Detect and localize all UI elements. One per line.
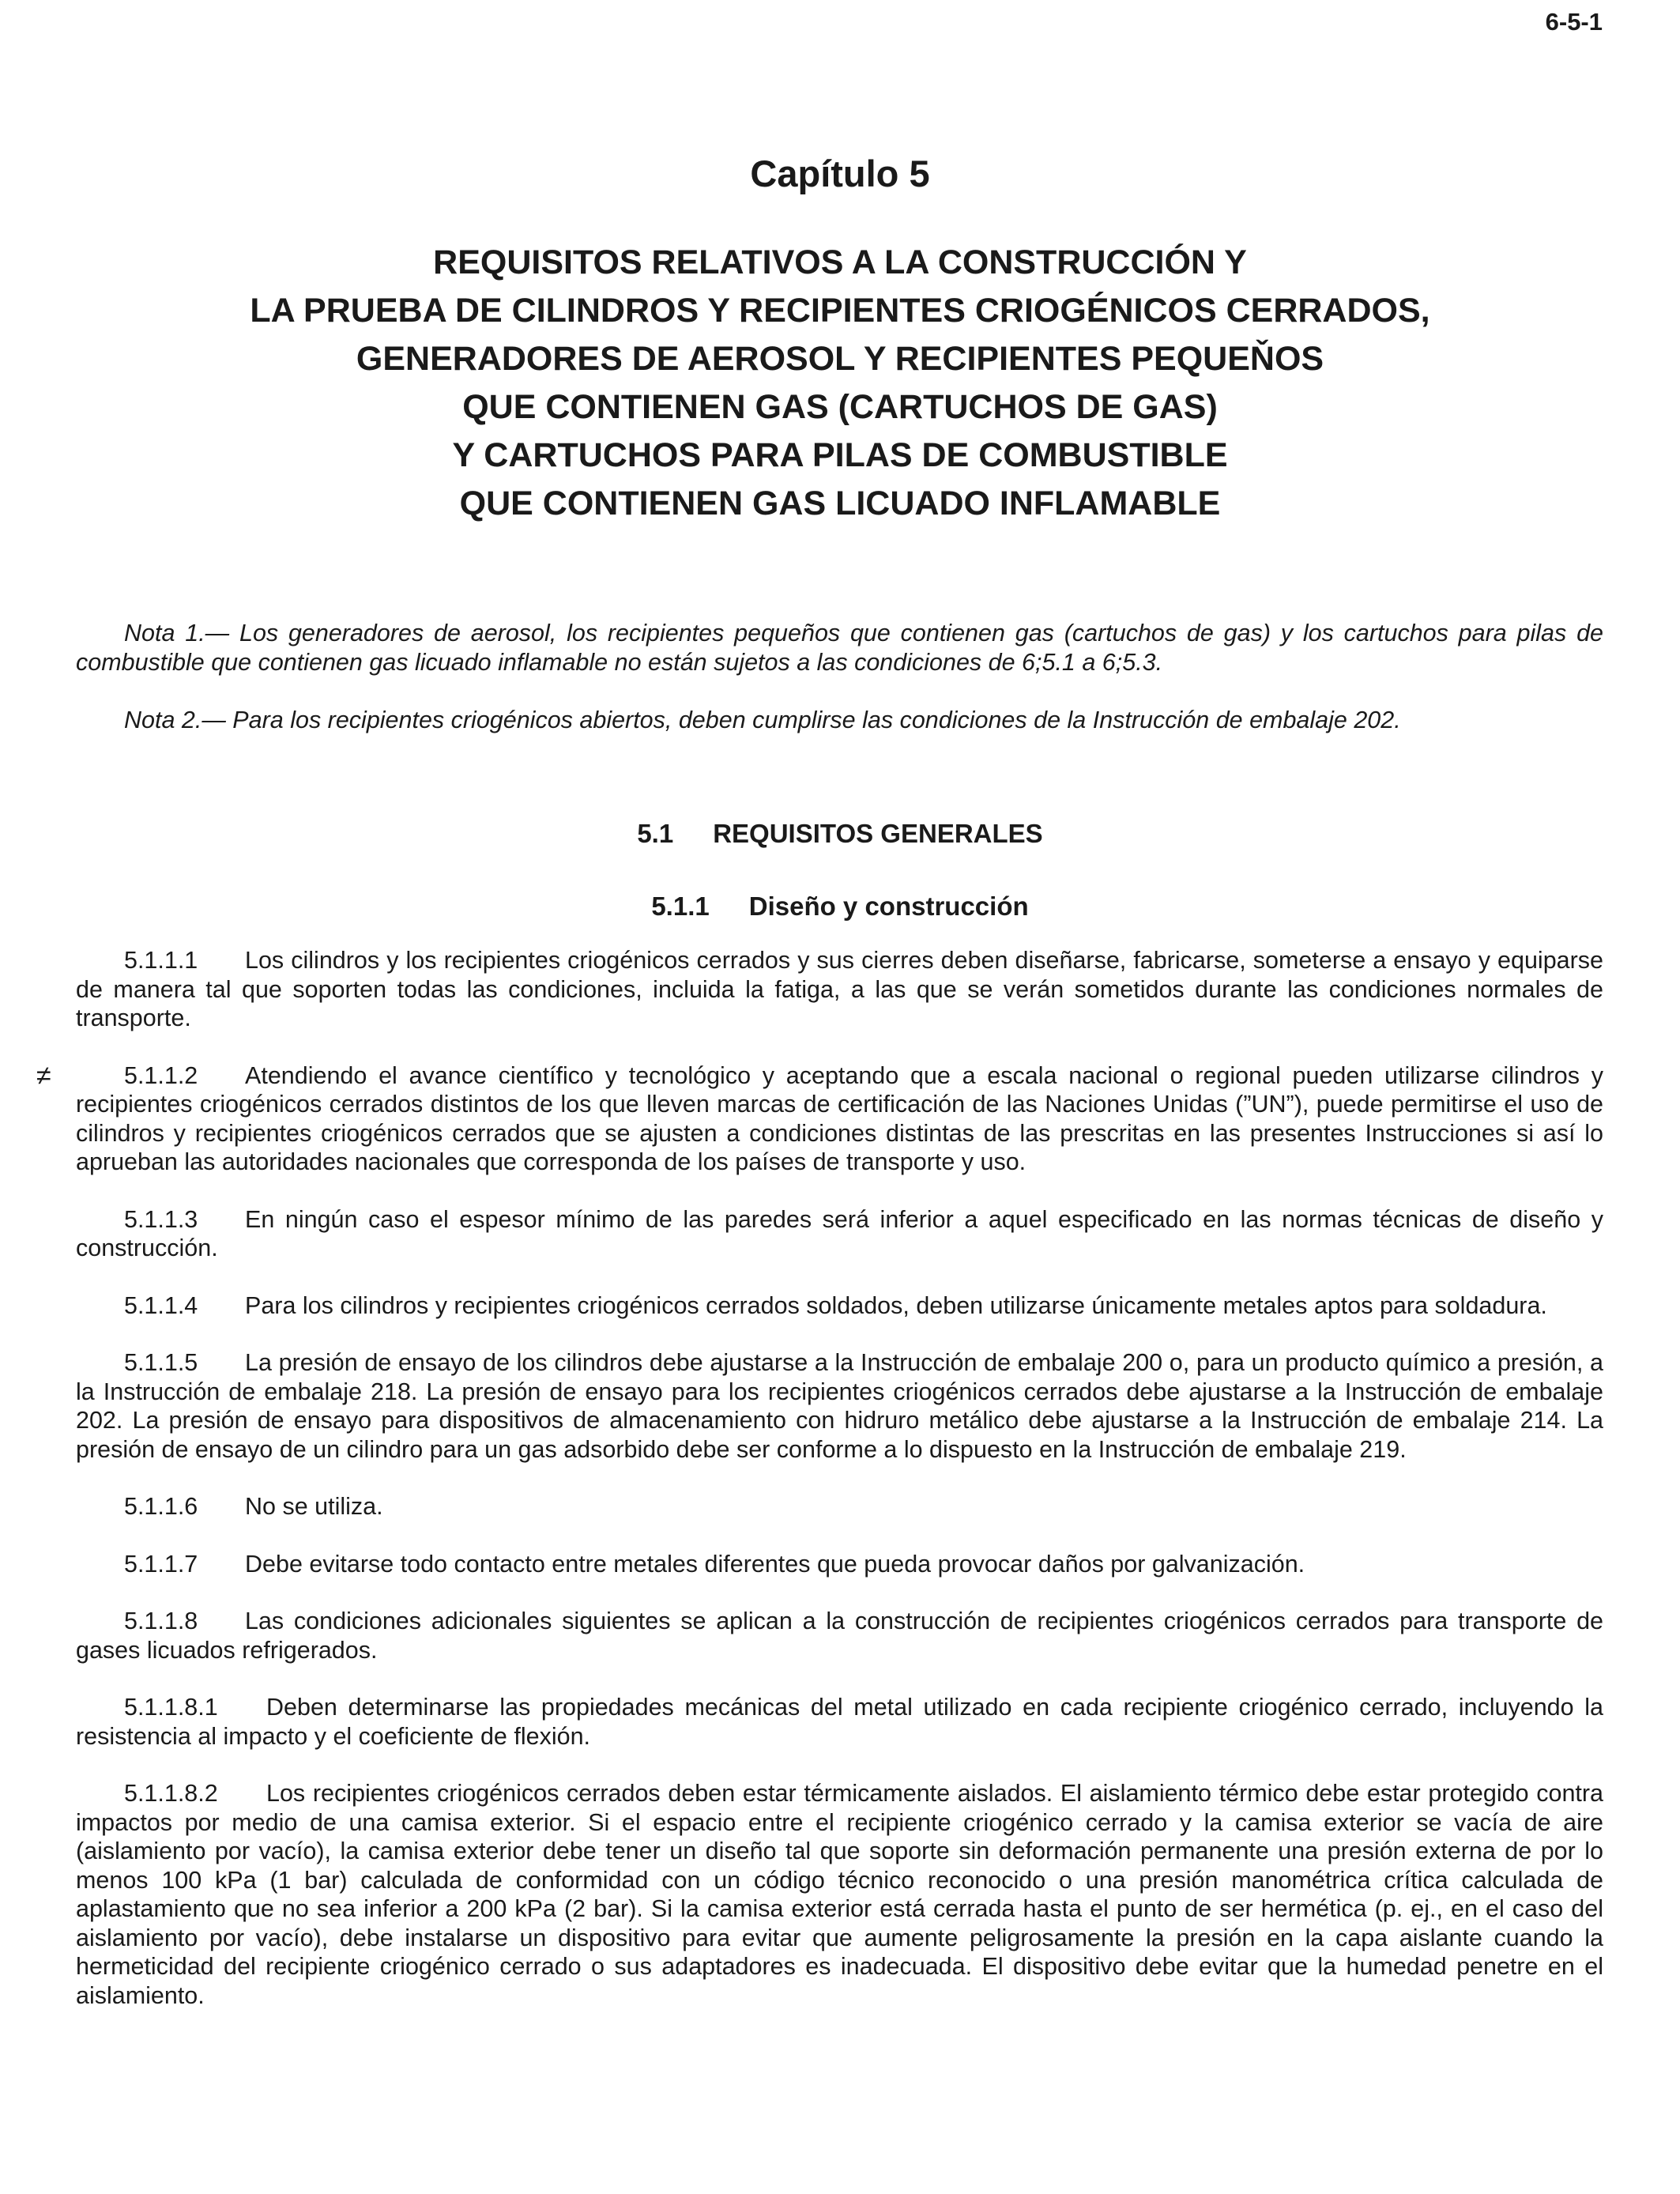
- subsection-number: 5.1.1: [651, 892, 710, 921]
- paragraph-5-1-1-8: [76, 1607, 1603, 1664]
- paragraph-text: Deben determinarse las propiedades mecánicas del metal utilizado en cada recipiente criogénico cerrado, incluyendo la resistencia al impacto y el coeficiente de flexión.: [76, 1694, 1603, 1750]
- paragraph-number: 5.1.1.2: [124, 1061, 198, 1089]
- paragraph-5-1-1-5: [76, 1348, 1603, 1464]
- paragraphs-block: [36, 946, 1603, 2038]
- chapter-title-line: LA PRUEBA DE CILINDROS Y RECIPIENTES CRIOGÉNICOS CERRADOS,: [250, 292, 1430, 330]
- chapter-title-line: Y CARTUCHOS PARA PILAS DE COMBUSTIBLE: [452, 436, 1228, 474]
- note-2: Nota 2.— Para los recipientes criogénicos abiertos, deben cumplirse las condiciones de la Instrucción de embalaje 202.: [124, 707, 1401, 733]
- paragraph-text: La presión de ensayo de los cilindros debe ajustarse a la Instrucción de embalaje 200 o, para un producto químico a presión, a la Instrucción de embalaje 218. La presión de ensayo para los recipientes criogénicos cerrados debe ajustarse a la Instrucción de embalaje 202. La presión de ensayo para dispositivos de almacenamiento con hidruro metálico debe ajustarse a la Instrucción de embalaje 214. La presión de ensayo de un cilindro para un gas adsorbido debe ser conforme a lo dispuesto en la Instrucción de embalaje 219.: [76, 1349, 1603, 1463]
- paragraph-5-1-1-2: [36, 1060, 1603, 1177]
- paragraph-number: 5.1.1.7: [124, 1550, 198, 1578]
- subsection-title: Diseño y construcción: [748, 892, 1029, 921]
- subsection-heading: [0, 892, 1680, 922]
- paragraph-text: Los recipientes criogénicos cerrados deben estar térmicamente aislados. El aislamiento térmico debe estar protegido contra impactos por medio de una camisa exterior. Si el espacio entre el recipiente criogénico cerrado y la camisa exterior se vacía de aire (aislamiento por vacío), la camisa exterior debe tener un diseño tal que soporte sin deformación permanente una presión externa de por lo menos 100 kPa (1 bar) calculada de conformidad con un código técnico reconocido o una presión manométrica crítica calculada de aplastamiento que no sea inferior a 200 kPa (2 bar). Si la camisa exterior está cerrada hasta el punto de ser hermética (p. ej., en el caso del aislamiento por vacío), debe instalarse un dispositivo para evitar que aumente peligrosamente la presión en la capa aislante cuando la hermeticidad del recipiente criogénico cerrado o sus adaptadores es inadecuada. El dispositivo debe evitar que la humedad penetre en el aislamiento.: [76, 1780, 1603, 2009]
- paragraph-number: 5.1.1.1: [124, 947, 198, 974]
- paragraph-number: 5.1.1.4: [124, 1291, 198, 1319]
- paragraph-5-1-1-8-2: [76, 1779, 1603, 2010]
- paragraph-text: No se utiliza.: [245, 1493, 383, 1520]
- chapter-title-line: QUE CONTIENEN GAS LICUADO INFLAMABLE: [459, 484, 1221, 522]
- change-mark-icon: ≠: [36, 1060, 51, 1091]
- paragraph-5-1-1-1: [76, 946, 1603, 1033]
- paragraph-text: Para los cilindros y recipientes criogénicos cerrados soldados, deben utilizarse únicamente metales aptos para soldadura.: [245, 1291, 1547, 1319]
- note-1: Nota 1.— Los generadores de aerosol, los recipientes pequeños que contienen gas (cartuchos de gas) y los cartuchos para pilas de combustible que contienen gas licuado inflamable no están sujetos a las condiciones de 6;5.1 a 6;5.3.: [76, 620, 1603, 676]
- paragraph-number: 5.1.1.6: [124, 1493, 198, 1520]
- section-heading: [0, 819, 1680, 849]
- page-number: 6-5-1: [1545, 8, 1603, 36]
- paragraph-text: En ningún caso el espesor mínimo de las paredes será inferior a aquel especificado en las normas técnicas de diseño y construcción.: [76, 1205, 1603, 1261]
- paragraph-5-1-1-8-1: [76, 1693, 1603, 1751]
- paragraph-number: 5.1.1.8: [124, 1608, 198, 1634]
- paragraph-number: 5.1.1.8.2: [124, 1780, 218, 1807]
- paragraph-text: Las condiciones adicionales siguientes se aplican a la construcción de recipientes criogénicos cerrados para transporte de gases licuados refrigerados.: [76, 1608, 1603, 1664]
- paragraph-text: Los cilindros y los recipientes criogénicos cerrados y sus cierres deben diseñarse, fabricarse, someterse a ensayo y equiparse de manera tal que soporten todas las condiciones, incluida la fatiga, a las que se verán sometidos durante las condiciones normales de transporte.: [76, 947, 1603, 1031]
- chapter-title-line: QUE CONTIENEN GAS (CARTUCHOS DE GAS): [462, 388, 1218, 426]
- paragraph-text: Debe evitarse todo contacto entre metales diferentes que pueda provocar daños por galvanización.: [245, 1550, 1305, 1578]
- paragraph-5-1-1-7: [76, 1550, 1603, 1579]
- notes-block: [76, 619, 1603, 764]
- paragraph-number: 5.1.1.3: [124, 1205, 198, 1233]
- paragraph-text: Atendiendo el avance científico y tecnológico y aceptando que a escala nacional o regional pueden utilizarse cilindros y recipientes criogénicos cerrados distintos de los que lleven marcas de certificación de las Naciones Unidas (”UN”), puede permitirse el uso de cilindros y recipientes criogénicos cerrados que se ajusten a condiciones distintas de las prescritas en las presentes Instrucciones si así lo aprueban las autoridades nacionales que corresponda de los países de transporte y uso.: [76, 1061, 1603, 1175]
- paragraph-number: 5.1.1.8.1: [124, 1694, 218, 1721]
- chapter-title-line: GENERADORES DE AEROSOL Y RECIPIENTES PEQUEŇOS: [356, 340, 1324, 378]
- chapter-title-line: REQUISITOS RELATIVOS A LA CONSTRUCCIÓN Y: [433, 243, 1247, 281]
- chapter-heading: Capítulo 5: [750, 153, 930, 194]
- section-number: 5.1: [637, 819, 674, 848]
- paragraph-5-1-1-3: [76, 1205, 1603, 1263]
- section-title: REQUISITOS GENERALES: [713, 819, 1043, 848]
- chapter-title: [0, 239, 1680, 528]
- paragraph-5-1-1-4: [76, 1291, 1603, 1321]
- paragraph-number: 5.1.1.5: [124, 1349, 198, 1376]
- paragraph-5-1-1-6: [76, 1492, 1603, 1521]
